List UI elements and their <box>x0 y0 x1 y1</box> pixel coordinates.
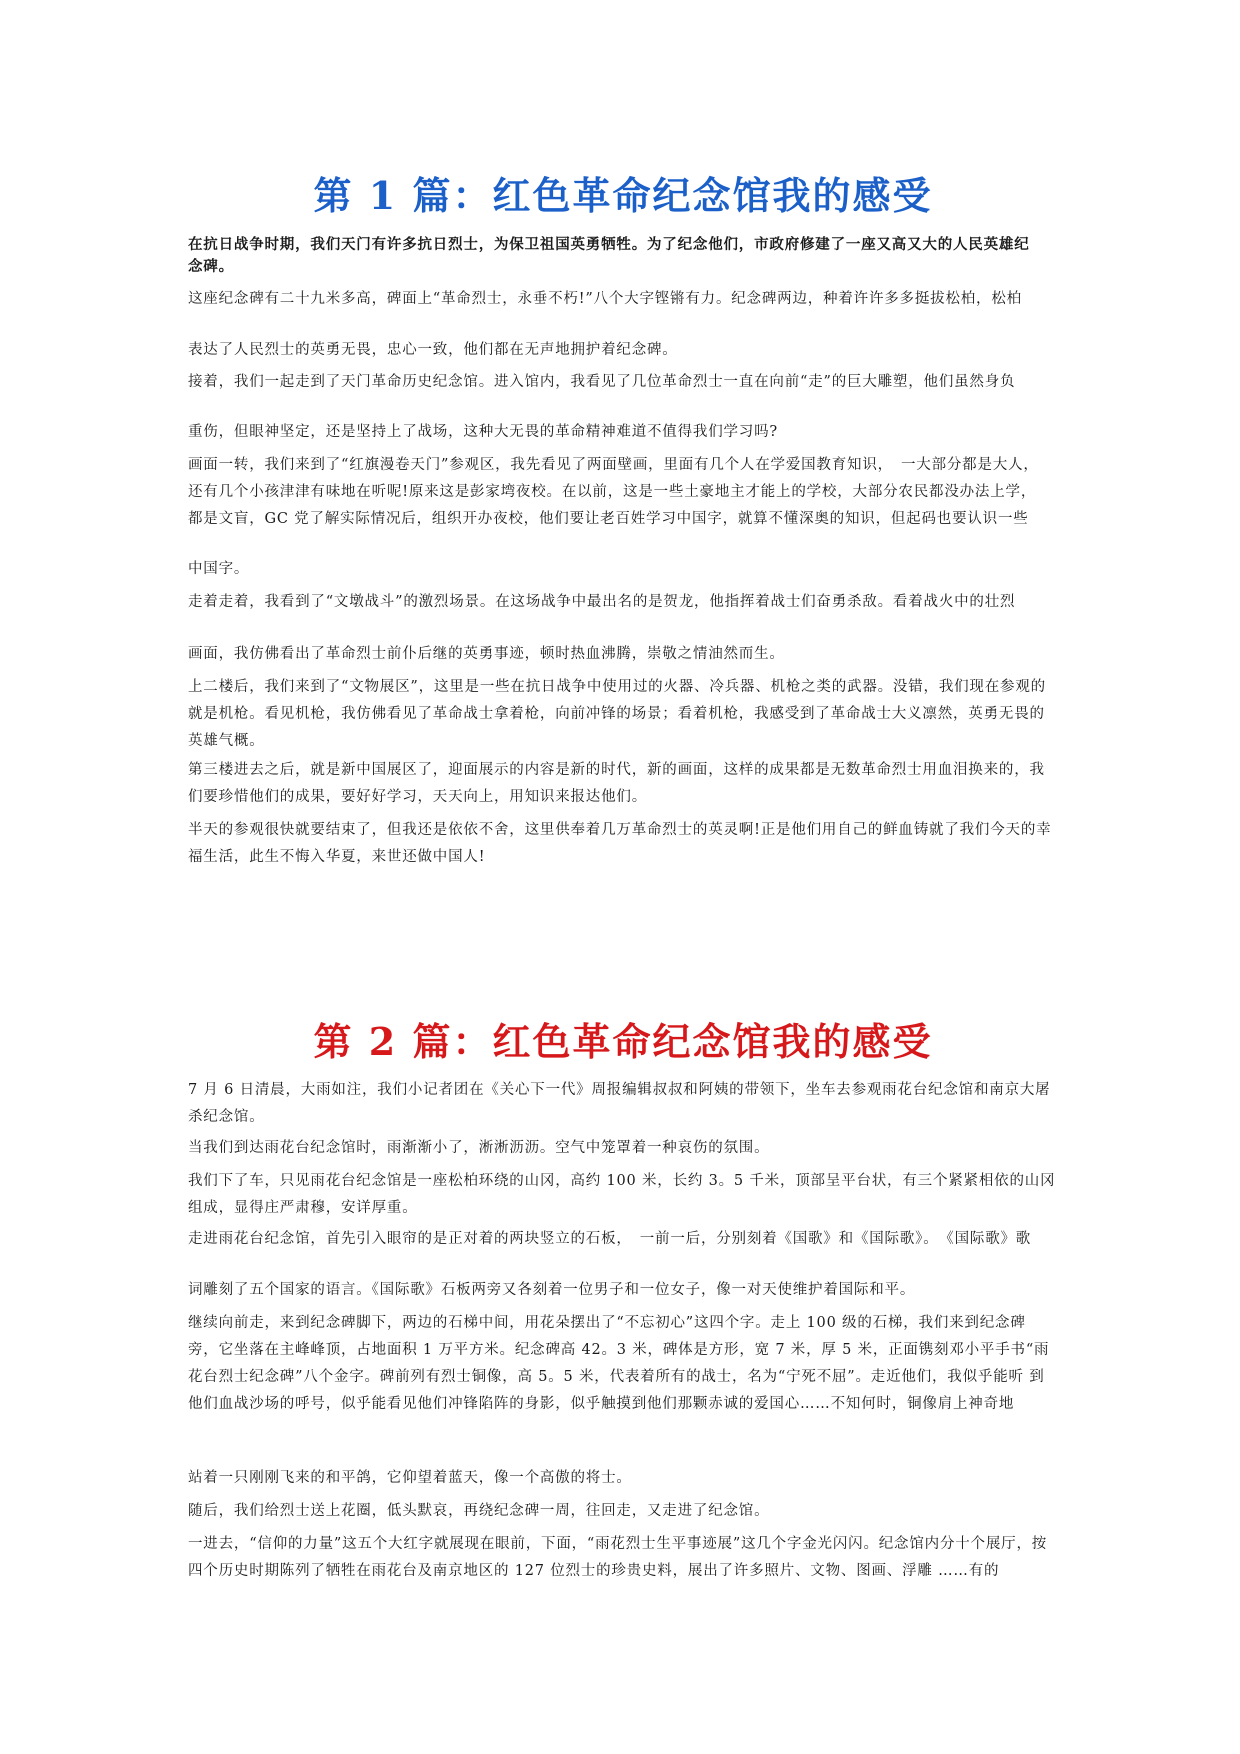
article-1-paragraph: 这座纪念碑有二十九米多高，碑面上“革命烈士，永垂不朽!”八个大字铿锵有力。纪念碑两边，种着许许多多挺拔松柏，松柏 <box>188 291 1022 307</box>
article-1-paragraph: 重伤，但眼神坚定，还是坚持上了战场，这种大无畏的革命精神难道不值得我们学习吗? <box>188 424 778 440</box>
article-2-paragraph: 走进雨花台纪念馆，首先引入眼帘的是正对着的两块竖立的石板， 一前一后，分别刻着《国歌》和《国际歌》。 《国际歌》歌 <box>188 1231 1032 1247</box>
article-2-paragraph: 7 月 6 日清晨，大雨如注，我们小记者团在《关心下一代》周报编辑叔叔和阿姨的带领下，坐车去参观雨花台纪念馆和南京大屠 杀纪念馆。 <box>188 1082 1051 1125</box>
article-1-paragraph: 表达了人民烈士的英勇无畏，忠心一致，他们都在无声地拥护着纪念碑。 <box>188 342 678 358</box>
article-1-paragraph: 念碑。 <box>188 258 234 275</box>
article-1-title: 第 1 篇：红色革命纪念馆我的感受 <box>313 173 933 218</box>
article-2-paragraph: 站着一只刚刚飞来的和平鸽，它仰望着蓝天，像一个高傲的将士。 <box>188 1470 632 1486</box>
article-2-paragraph: 一进去，“信仰的力量”这五个大红字就展现在眼前，下面，“雨花烈士生平事迹展”这几个字金光闪闪。纪念馆内分十个展厅，按四个历史时期陈列了牺牲在雨花台及南京地区的 127 位烈士的珍贵史料，展出了许多照片、文物、图画、浮雕 ……有的 <box>188 1536 1048 1579</box>
article-2-paragraph: 我们下了车，只见雨花台纪念馆是一座松柏环绕的山冈，高约 100 米，长约 3。5 千米，顶部呈平台状，有三个紧紧相依的山冈 组成，显得庄严肃穆，安详厚重。 <box>188 1173 1056 1216</box>
article-1-paragraph: 走着走着，我看到了“文墩战斗”的激烈场景。在这场战争中最出名的是贺龙，他指挥着战士们奋勇杀敌。看着战火中的壮烈 <box>188 594 1016 610</box>
article-1-paragraph: 上二楼后，我们来到了“文物展区”，这里是一些在抗日战争中使用过的火器、冷兵器、机枪之类的武器。没错，我们现在参观的就是机枪。看见机枪，我仿佛看见了革命战士拿着枪，向前冲锋的场景；看着机枪，我感受到了革命战士大义凛然，英勇无畏的英雄气概。 <box>188 679 1046 749</box>
article-2-title: 第 2 篇：红色革命纪念馆我的感受 <box>313 1019 933 1064</box>
article-2-paragraph: 继续向前走，来到纪念碑脚下，两边的石梯中间，用花朵摆出了“不忘初心”这四个字。走上 100 级的石梯，我们来到纪念碑 旁，它坐落在主峰峰顶，占地面积 1 万平方米。纪念碑高 42。3 米，碑体是方形，宽 7 米，厚 5 米，正面镌刻邓小平手书“雨 花台烈士纪念碑”八个金字。碑前列有烈士铜像，高 5。5 米，代表着所有的战士，名为“宁死不屈”。走近他们，我似乎能听 到他们血战沙场的呼号，似乎能看见他们冲锋陷阵的身影，似乎触摸到他们那颗赤诚的爱国心……不知何时，铜像肩上神奇地 <box>188 1315 1050 1412</box>
article-2-paragraph: 词雕刻了五个国家的语言。《国际歌》石板两旁又各刻着一位男子和一位女子，像一对天使维护着国际和平。 <box>188 1282 916 1298</box>
article-2-paragraph: 当我们到达雨花台纪念馆时，雨渐渐小了，淅淅沥沥。空气中笼罩着一种哀伤的氛围。 <box>188 1140 770 1156</box>
article-2-paragraph: 随后，我们给烈士送上花圈，低头默哀，再绕纪念碑一周，往回走，又走进了纪念馆。 <box>188 1503 770 1519</box>
article-1-paragraph: 画面一转，我们来到了“红旗漫卷天门”参观区，我先看见了两面壁画，里面有几个人在学爱国教育知识， 一大部分都是大人， 还有几个小孩津津有味地在听呢!原来这是彭家塆夜校。在以前，这是一些土豪地主才能上的学校，大部分农民都没办法上学， 都是文盲，GC 党了解实际情况后，组织开办夜校，他们要让老百姓学习中国字，就算不懂深奥的知识，但起码也要认识一些 <box>188 457 1047 527</box>
article-1-paragraph: 半天的参观很快就要结束了，但我还是依依不舍，这里供奉着几万革命烈士的英灵啊!正是他们用自己的鲜血铸就了我们今天的幸福生活，此生不悔入华夏，来世还做中国人! <box>188 822 1052 865</box>
article-1-paragraph: 接着，我们一起走到了天门革命历史纪念馆。进入馆内，我看见了几位革命烈士一直在向前“走”的巨大雕塑，他们虽然身负 <box>188 374 1016 390</box>
article-1-paragraph: 画面，我仿佛看出了革命烈士前仆后继的英勇事迹，顿时热血沸腾，崇敬之情油然而生。 <box>188 646 785 662</box>
article-1-paragraph: 中国字。 <box>188 561 250 577</box>
article-1-paragraph: 第三楼进去之后，就是新中国展区了，迎面展示的内容是新的时代，新的画面，这样的成果都是无数革命烈士用血泪换来的，我们要珍惜他们的成果，要好好学习，天天向上，用知识来报达他们。 <box>188 762 1045 805</box>
article-1-paragraph: 在抗日战争时期，我们天门有许多抗日烈士，为保卫祖国英勇牺牲。为了纪念他们，市政府修建了一座又高又大的人民英雄纪 <box>188 236 1030 253</box>
